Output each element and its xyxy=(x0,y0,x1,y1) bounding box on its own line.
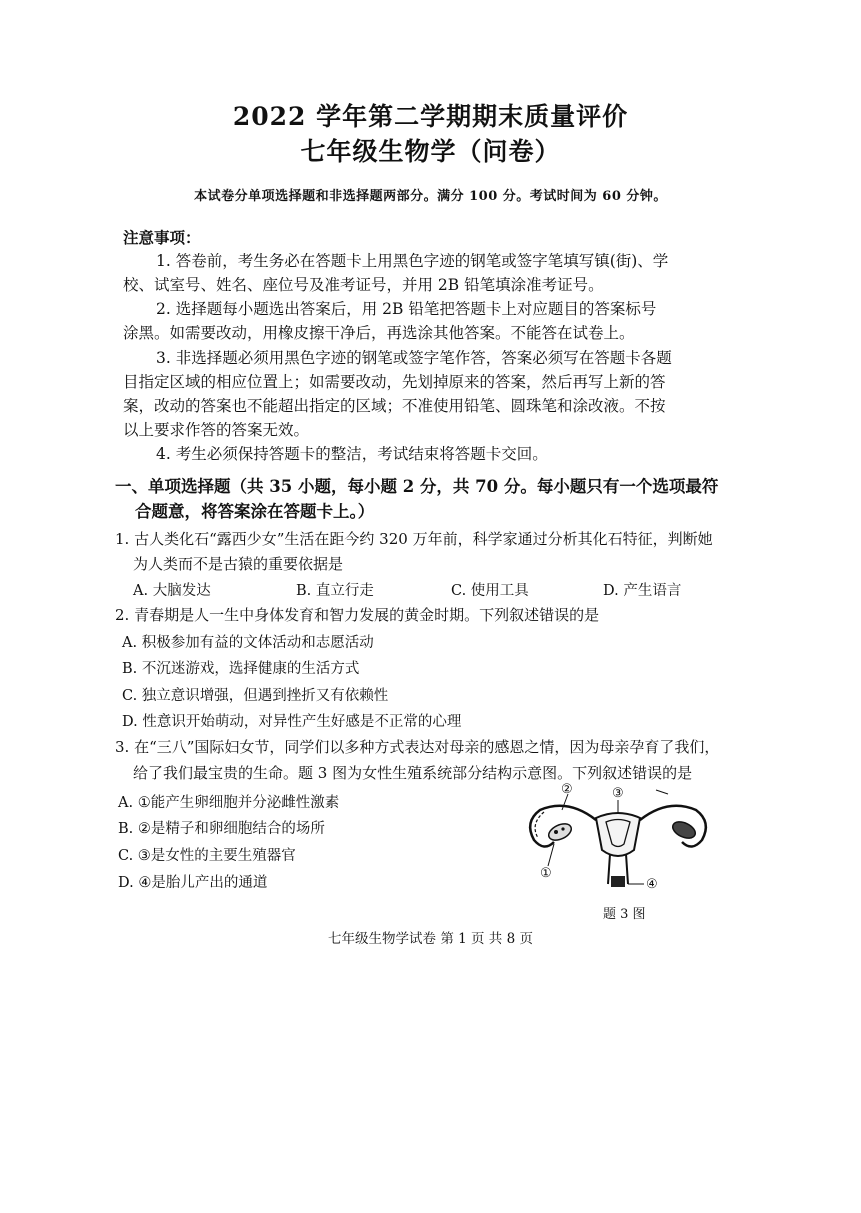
question-1-option-a: A. 大脑发达 xyxy=(133,583,211,599)
section-heading-cont: 合题意，将答案涂在答题卡上。） xyxy=(135,502,375,521)
question-3-option-d: D. ④是胎儿产出的通道 xyxy=(118,875,268,891)
figure-label-4: ④ xyxy=(646,877,658,892)
notice-heading: 注意事项： xyxy=(123,228,201,247)
section-heading: 一、单项选择题（共 35 小题，每小题 2 分，共 70 分。每小题只有一个选项最符 xyxy=(115,477,719,496)
notice-line: 以上要求作答的答案无效。 xyxy=(123,421,310,439)
notice-line: 涂黑。如需要改动，用橡皮擦干净后，再选涂其他答案。不能答在试卷上。 xyxy=(123,324,635,342)
exam-intro: 本试卷分单项选择题和非选择题两部分。满分 100 分。考试时间为 60 分钟。 xyxy=(194,189,667,204)
question-3-option-c: C. ③是女性的主要生殖器官 xyxy=(118,848,296,864)
question-3-option-a: A. ①能产生卵细胞并分泌雌性激素 xyxy=(118,795,340,811)
figure-caption: 题 3 图 xyxy=(603,907,646,922)
question-3-option-b: B. ②是精子和卵细胞结合的场所 xyxy=(118,821,325,837)
exam-title: 2022 学年第二学期期末质量评价 xyxy=(232,102,629,131)
figure-label-2: ② xyxy=(561,782,573,797)
notice-line: 1. 答卷前，考生务必在答题卡上用黑色字迹的钢笔或签字笔填写镇(街)、学 xyxy=(156,252,669,270)
notice-line: 2. 选择题每小题选出答案后，用 2B 铅笔把答题卡上对应题目的答案标号 xyxy=(156,300,657,318)
question-2-option-b: B. 不沉迷游戏，选择健康的生活方式 xyxy=(122,661,360,677)
question-2-option-c: C. 独立意识增强，但遇到挫折又有依赖性 xyxy=(122,688,389,704)
question-2-option-d: D. 性意识开始萌动，对异性产生好感是不正常的心理 xyxy=(122,714,462,730)
question-1-stem: 1. 古人类化石“露西少女”生活在距今约 320 万年前，科学家通过分析其化石特征，判断她 xyxy=(115,530,713,548)
notice-line: 案，改动的答案也不能超出指定的区域；不准使用铅笔、圆珠笔和涂改液。不按 xyxy=(123,397,666,415)
notice-line: 3. 非选择题必须用黑色字迹的钢笔或签字笔作答，答案必须写在答题卡各题 xyxy=(156,349,672,367)
female-reproductive-diagram xyxy=(518,780,718,900)
question-3-stem: 3. 在“三八”国际妇女节，同学们以多种方式表达对母亲的感恩之情，因为母亲孕育了我们， xyxy=(115,738,720,756)
notice-line: 校、试室号、姓名、座位号及准考证号，并用 2B 铅笔填涂准考证号。 xyxy=(123,276,604,294)
question-1-option-c: C. 使用工具 xyxy=(451,583,529,599)
notice-line: 目指定区域的相应位置上；如需要改动，先划掉原来的答案，然后再写上新的答 xyxy=(123,373,666,391)
page-footer: 七年级生物学试卷 第 1 页 共 8 页 xyxy=(328,931,533,947)
question-2-stem: 2. 青春期是人一生中身体发育和智力发展的黄金时期。下列叙述错误的是 xyxy=(115,606,600,624)
figure-label-1: ① xyxy=(540,866,552,881)
exam-subtitle: 七年级生物学（问卷） xyxy=(300,137,561,166)
question-3-stem-cont: 给了我们最宝贵的生命。题 3 图为女性生殖系统部分结构示意图。下列叙述错误的是 xyxy=(133,764,693,782)
question-1-option-d: D. 产生语言 xyxy=(603,583,682,599)
notice-line: 4. 考生必须保持答题卡的整洁，考试结束将答题卡交回。 xyxy=(156,445,548,463)
question-2-option-a: A. 积极参加有益的文体活动和志愿活动 xyxy=(122,635,374,651)
figure-label-3: ③ xyxy=(612,786,624,801)
question-1-stem-cont: 为人类而不是古猿的重要依据是 xyxy=(133,555,344,573)
question-1-option-b: B. 直立行走 xyxy=(296,583,374,599)
